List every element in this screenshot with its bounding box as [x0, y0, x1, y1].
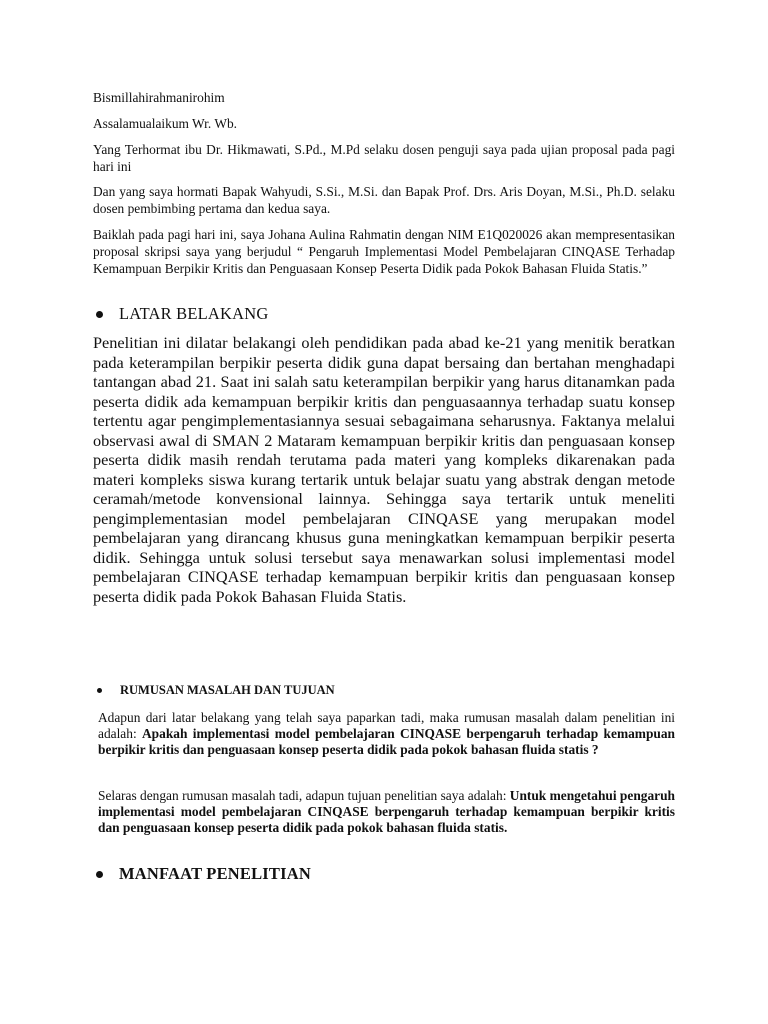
rumusan-masalah-paragraph [98, 710, 675, 758]
section-heading-latar-belakang [93, 304, 675, 324]
tujuan-text: Selaras dengan rumusan masalah tadi, adapun tujuan penelitian saya adalah: [98, 788, 510, 803]
section-heading-manfaat [93, 864, 675, 884]
bullet-icon [96, 311, 103, 318]
tujuan-statement: Untuk mengetahui pengaruh implementasi model pembelajaran CINQASE berpengaruh terhadap kemampuan berpikir kritis dan penguasaan konsep peserta didik pada pokok bahasan fluida statis. [98, 788, 675, 835]
heading-text: LATAR BELAKANG [119, 304, 269, 323]
intro-paragraph: Baiklah pada pagi hari ini, saya Johana Aulina Rahmatin dengan NIM E1Q020026 akan mempresentasikan proposal skripsi saya yang berjudul “ Pengaruh Implementasi Model Pembelajaran CINQASE Terhadap Kemampuan Berpikir Kritis dan Penguasaan Konsep Peserta Didik pada Pokok Bahasan Fluida Statis.” [93, 227, 675, 276]
rumusan-question: Apakah implementasi model pembelajaran CINQASE berpengaruh terhadap kemampuan berpikir kritis dan penguasaan konsep peserta didik pada pokok bahasan fluida statis ? [98, 726, 675, 757]
basmalah-line: Bismillahirahmanirohim [93, 90, 225, 105]
tujuan-paragraph [98, 788, 675, 836]
rumusan-text: Adapun dari latar belakang yang telah saya paparkan tadi, maka rumusan masalah dalam penelitian ini adalah: [98, 710, 675, 741]
heading-text: MANFAAT PENELITIAN [119, 864, 311, 883]
section-heading-rumusan [93, 683, 675, 698]
greeting-supervisors: Dan yang saya hormati Bapak Wahyudi, S.Si., M.Si. dan Bapak Prof. Drs. Aris Doyan, M.Si., Ph.D. selaku dosen pembimbing pertama dan kedua saya. [93, 184, 675, 216]
bullet-icon [97, 688, 102, 693]
latar-belakang-body: Penelitian ini dilatar belakangi oleh pendidikan pada abad ke-21 yang menitik beratkan pada keterampilan berpikir peserta didik guna dapat bersaing dan bertahan menghadapi tantangan abad 21. Saat ini salah satu keterampilan berpikir yang harus ditanamkan pada peserta didik ada kemampuan berpikir kritis dan penguasaannya terhadap suatu konsep tertentu agar pengimplementasiannya sesuai sebagaimana seharusnya. Faktanya melalui observasi awal di SMAN 2 Mataram kemampuan berpikir kritis dan penguasaan konsep peserta didik masih rendah terutama pada materi yang kompleks dikarenakan pada materi kompleks siswa kurang tertarik untuk belajar suatu yang abstrak dengan metode ceramah/metode konvensional lainnya. Sehingga saya tertarik untuk meneliti pengimplementasian model pembelajaran CINQASE yang merupakan model pembelajaran yang dirancang khusus guna meningkatkan kemampuan berpikir peserta didik. Sehingga untuk solusi tersebut saya menawarkan solusi implementasi model pembelajaran CINQASE terhadap kemampuan berpikir kritis dan penguasaan konsep peserta didik pada Pokok Bahasan Fluida Statis. [93, 333, 675, 606]
greeting-examiner: Yang Terhormat ibu Dr. Hikmawati, S.Pd., M.Pd selaku dosen penguji saya pada ujian proposal pada pagi hari ini [93, 142, 675, 174]
salam-line: Assalamualaikum Wr. Wb. [93, 116, 238, 131]
bullet-icon [96, 871, 103, 878]
heading-text: RUMUSAN MASALAH DAN TUJUAN [120, 683, 335, 697]
